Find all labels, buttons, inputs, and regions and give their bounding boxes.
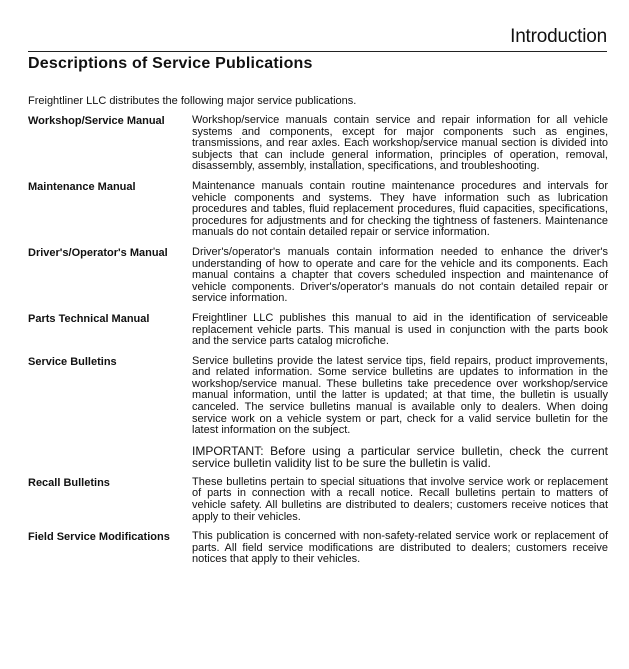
entry-description (192, 247, 608, 305)
entry-maintenance-manual (28, 181, 608, 239)
header-rule (28, 51, 607, 52)
entry-field-service-modifications (28, 531, 608, 566)
page-header-title: Introduction (510, 26, 607, 47)
entry-description (192, 313, 608, 348)
entry-description (192, 531, 608, 566)
section-title: Descriptions of Service Publications (28, 55, 313, 72)
entry-paragraph: Maintenance manuals contain routine maintenance procedures and intervals for vehicle components and systems. They have information such as lubrication procedures and tables, fluid replacement procedures, fluid capacities, specifications, procedures for adjustments and for checking the tightness of fasteners. Maintenance manuals do not contain detailed repair or service information. (192, 179, 608, 239)
entry-drivers-operators-manual (28, 247, 608, 305)
entry-service-bulletins (28, 356, 608, 469)
entry-paragraph: Service bulletins provide the latest service tips, field repairs, product improvements, and related information. Some service bulletins are updates to information in the workshop/service manual. These bulletins take precedence over workshop/service manual information, until the latter is updated; at that time, the bulletin is usually canceled. The service bulletins manual is available only to dealers. When doing service work on a vehicle system or part, check for a valid service bulletin for the latest information on the subject. (192, 354, 608, 437)
entry-description (192, 181, 608, 239)
entry-parts-technical-manual (28, 313, 608, 348)
entry-term: Recall Bulletins (28, 476, 110, 489)
entry-paragraph: This publication is concerned with non-safety-related service work or replacement of parts. All field service modifications are distributed to dealers; customers receive notices that apply to their vehicles. (192, 530, 608, 566)
entry-workshop-service-manual (28, 115, 608, 173)
entry-term: Driver's/Operator's Manual (28, 246, 168, 259)
important-note: IMPORTANT: Before using a particular service bulletin, check the current service bulletin validity list to be sure the bulletin is valid. (192, 443, 608, 470)
intro-text: Freightliner LLC distributes the following major service publications. (28, 95, 357, 107)
entry-paragraph: Freightliner LLC publishes this manual to aid in the identification of serviceable replacement vehicle parts. This manual is used in conjunction with the parts book and the service parts catalog microfiche. (192, 311, 608, 348)
entry-term: Service Bulletins (28, 355, 117, 368)
entry-paragraph: These bulletins pertain to special situations that involve service work or replacement of parts in connection with a recall notice. Recall bulletins pertain to matters of vehicle safety. All bulletins are distributed to dealers; customers receive notices that apply to their vehicles. (192, 475, 608, 523)
publication-list (28, 115, 608, 574)
entry-paragraph: Workshop/service manuals contain service and repair information for all vehicle systems and components, except for major components such as engines, transmissions, and rear axles. Each workshop/service manual section is divided into subjects that can include general information, principles of operation, removal, disassembly, assembly, installation, specifications, and troubleshooting. (192, 114, 608, 173)
entry-recall-bulletins (28, 477, 608, 523)
entry-description (192, 115, 608, 173)
entry-term: Workshop/Service Manual (28, 115, 165, 127)
entry-term: Parts Technical Manual (28, 312, 150, 325)
entry-paragraph: Driver's/operator's manuals contain information needed to enhance the driver's understanding of how to operate and care for the vehicle and its components. Each manual contains a chapter that covers scheduled inspection and maintenance of vehicle components. Driver's/operator's manuals do not contain detailed repair or service information. (192, 245, 608, 305)
entry-term: Field Service Modifications (28, 531, 170, 544)
entry-description (192, 356, 608, 469)
entry-term: Maintenance Manual (28, 180, 136, 193)
entry-description (192, 477, 608, 523)
